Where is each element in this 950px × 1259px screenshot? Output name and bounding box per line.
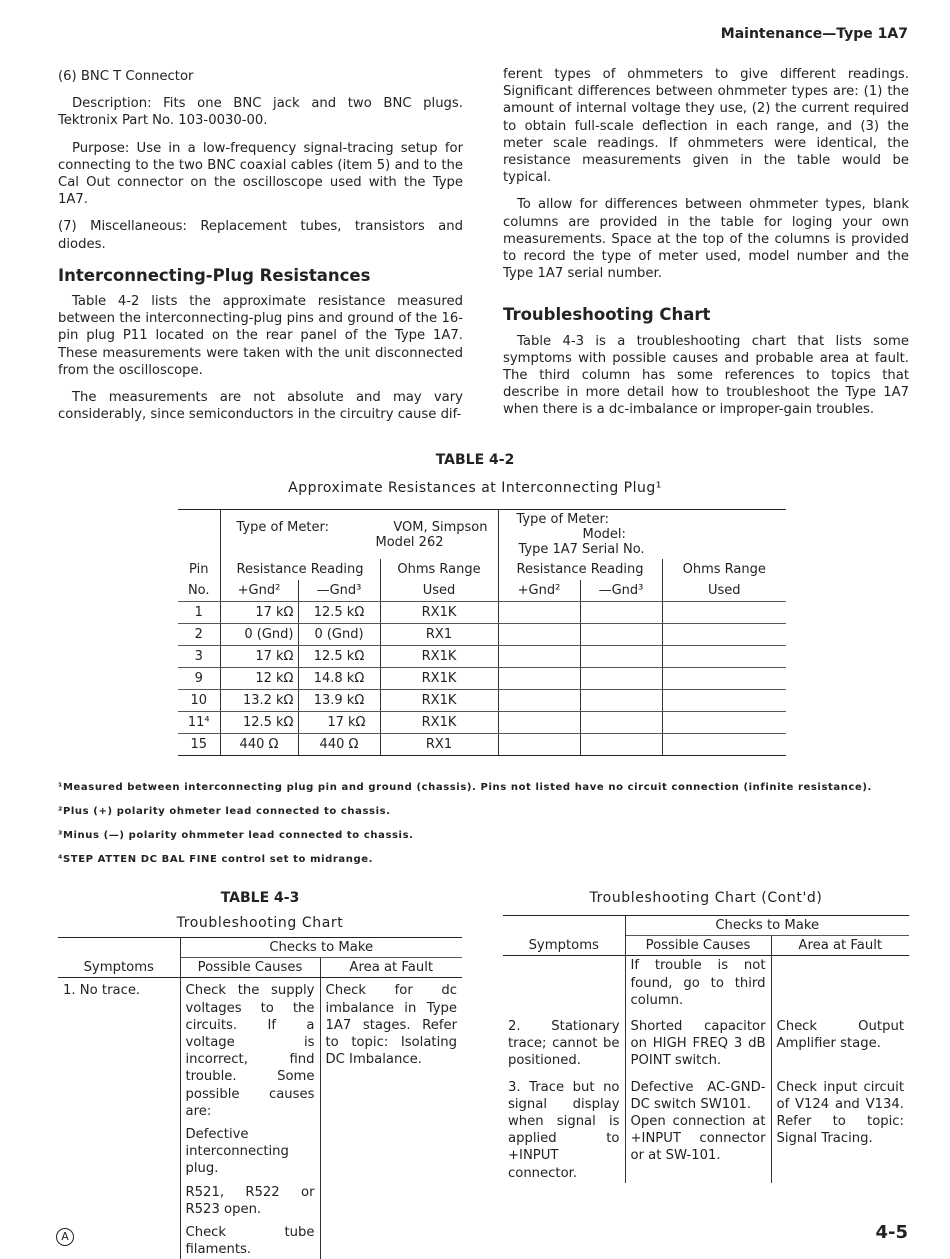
description-paragraph: Description: Fits one BNC jack and two BNC plugs. Tektronix Part No. 103-0030-00. <box>58 96 463 129</box>
measurements-paragraph: The measurements are not absolute and may vary considerably, since semiconductors in the circuitry cause dif- <box>58 390 463 423</box>
table-row: 15 440 Ω 440 Ω RX1 <box>178 734 786 756</box>
item-6-label: (6) BNC T Connector <box>58 69 194 84</box>
header-ohms-range: Ohms Range <box>380 559 498 580</box>
header-ohms-range-2: Ohms Range <box>662 559 786 580</box>
table-row: 10 13.2 kΩ 13.9 kΩ RX1K <box>178 690 786 712</box>
header-no: No. <box>178 580 220 602</box>
table-row: 1. No trace. Check the supply voltages to the circuits. If a voltage is incorrect, find trouble. Some possible causes are: Defective interconnecting plug. R521, R522 or R523 open. Check tube filaments. Check for dc imbalance in Type 1A7 stages. Refer to topic: Isolating DC Imbalance. <box>58 978 462 1259</box>
troubleshooting-cont-title: Troubleshooting Chart (Cont'd) <box>589 890 823 906</box>
troubleshooting-paragraph: Table 4-3 is a troubleshooting chart that lists some symptoms with possible causes and probable area at fault. The third column has some references to topics that describe in more detail how to troubleshoot the Type 1A7 when there is a dc-imbalance or improper-gain troubles. <box>503 333 909 418</box>
table-footnotes <box>58 776 872 872</box>
revision-mark: A <box>56 1228 74 1246</box>
header-used-2: Used <box>662 580 786 602</box>
header-resistance-reading-2: Resistance Reading <box>498 559 662 580</box>
table-4-2 <box>178 509 786 756</box>
table-row: 9 12 kΩ 14.8 kΩ RX1K <box>178 668 786 690</box>
table-4-3-subtitle: Troubleshooting Chart <box>176 915 344 931</box>
header-neg-gnd: —Gnd³ <box>298 580 380 602</box>
header-symptoms: Symptoms <box>503 936 625 956</box>
left-column <box>58 68 463 433</box>
header-area-at-fault: Area at Fault <box>771 936 909 956</box>
section-heading-troubleshooting: Troubleshooting Chart <box>503 305 711 325</box>
section-heading-plug-resistances: Interconnecting-Plug Resistances <box>58 265 371 285</box>
header-used: Used <box>380 580 498 602</box>
header-resistance-reading: Resistance Reading <box>220 559 380 580</box>
table-row: 1 17 kΩ 12.5 kΩ RX1K <box>178 602 786 624</box>
header-pos-gnd-2: +Gnd² <box>498 580 580 602</box>
blank-columns-paragraph: To allow for differences between ohmmeter types, blank columns are provided in the table for loging your own measurements. Space at the top of the columns is provided to record the type of meter used, model number and the Type 1A7 serial number. <box>503 197 909 282</box>
header-possible-causes: Possible Causes <box>180 958 320 978</box>
table-row: 11⁴ 12.5 kΩ 17 kΩ RX1K <box>178 712 786 734</box>
header-pos-gnd: +Gnd² <box>220 580 298 602</box>
table-row: 2 0 (Gnd) 0 (Gnd) RX1 <box>178 624 786 646</box>
page-number: 4-5 <box>875 1222 908 1243</box>
ohmmeter-differences-paragraph: ferent types of ohmmeters to give different readings. Significant differences between ohmmeter types are: (1) the amount of internal voltage they use, (2) the current required to obtain full-scale deflection in each range, and (3) the meter scale readings. If ohmmeters were identical, the resistance measurements given in the table would be typical. <box>503 67 909 186</box>
table-row: 2. Stationary trace; cannot be positioned. Shorted capacitor on HIGH FREQ 3 dB POINT switch. Check Output Amplifier stage. <box>503 1010 909 1071</box>
header-area-at-fault: Area at Fault <box>320 958 462 978</box>
running-header: Maintenance—Type 1A7 <box>720 26 908 42</box>
header-checks-to-make: Checks to Make <box>625 916 909 936</box>
header-pin: Pin <box>189 562 209 577</box>
header-checks-to-make: Checks to Make <box>180 938 462 958</box>
footnote-3: ³Minus (—) polarity ohmmeter lead connected to chassis. <box>58 830 414 841</box>
table-4-3-title: TABLE 4-3 <box>220 890 300 906</box>
table-row: If trouble is not found, go to third column. <box>503 956 909 1010</box>
purpose-paragraph: Purpose: Use in a low-frequency signal-tracing setup for connecting to the two BNC coaxial cables (item 5) and to the Cal Out connector on the oscilloscope used with the Type 1A7. <box>58 140 463 208</box>
footnote-1: ¹Measured between interconnecting plug pin and ground (chassis). Pins not listed have no circuit connection (infinite resistance). <box>58 782 872 793</box>
header-neg-gnd-2: —Gnd³ <box>580 580 662 602</box>
table-4-2-subtitle: Approximate Resistances at Interconnecting Plug¹ <box>288 480 662 496</box>
meter-left-header: Type of Meter: VOM, Simpson Model 262 <box>220 510 498 560</box>
troubleshooting-chart-continued <box>503 915 909 1183</box>
plug-resistance-paragraph: Table 4-2 lists the approximate resistance measured between the interconnecting-plug pins and ground of the 16-pin plug P11 located on the rear panel of the Type 1A7. These measurements were taken with the unit disconnected from the oscilloscope. <box>58 294 463 378</box>
right-column <box>503 66 909 429</box>
footnote-2: ²Plus (+) polarity ohmeter lead connected to chassis. <box>58 806 391 817</box>
table-row: 3 17 kΩ 12.5 kΩ RX1K <box>178 646 786 668</box>
meter-right-header: Type of Meter: Model: Type 1A7 Serial No. <box>498 510 786 560</box>
table-row: 3. Trace but no signal display when signal is applied to +INPUT connector. Defective AC-GND-DC switch SW101. Open connection at +INPUT connector or at SW-101. Check input circuit of V124 and V134. Refer to topic: Signal Tracing. <box>503 1071 909 1183</box>
table-4-2-title: TABLE 4-2 <box>435 452 515 468</box>
header-possible-causes: Possible Causes <box>625 936 771 956</box>
table-4-3 <box>58 937 462 1259</box>
item-7-paragraph: (7) Miscellaneous: Replacement tubes, transistors and diodes. <box>58 219 463 252</box>
footnote-4: ⁴STEP ATTEN DC BAL FINE control set to midrange. <box>58 854 374 865</box>
header-symptoms: Symptoms <box>58 958 180 978</box>
